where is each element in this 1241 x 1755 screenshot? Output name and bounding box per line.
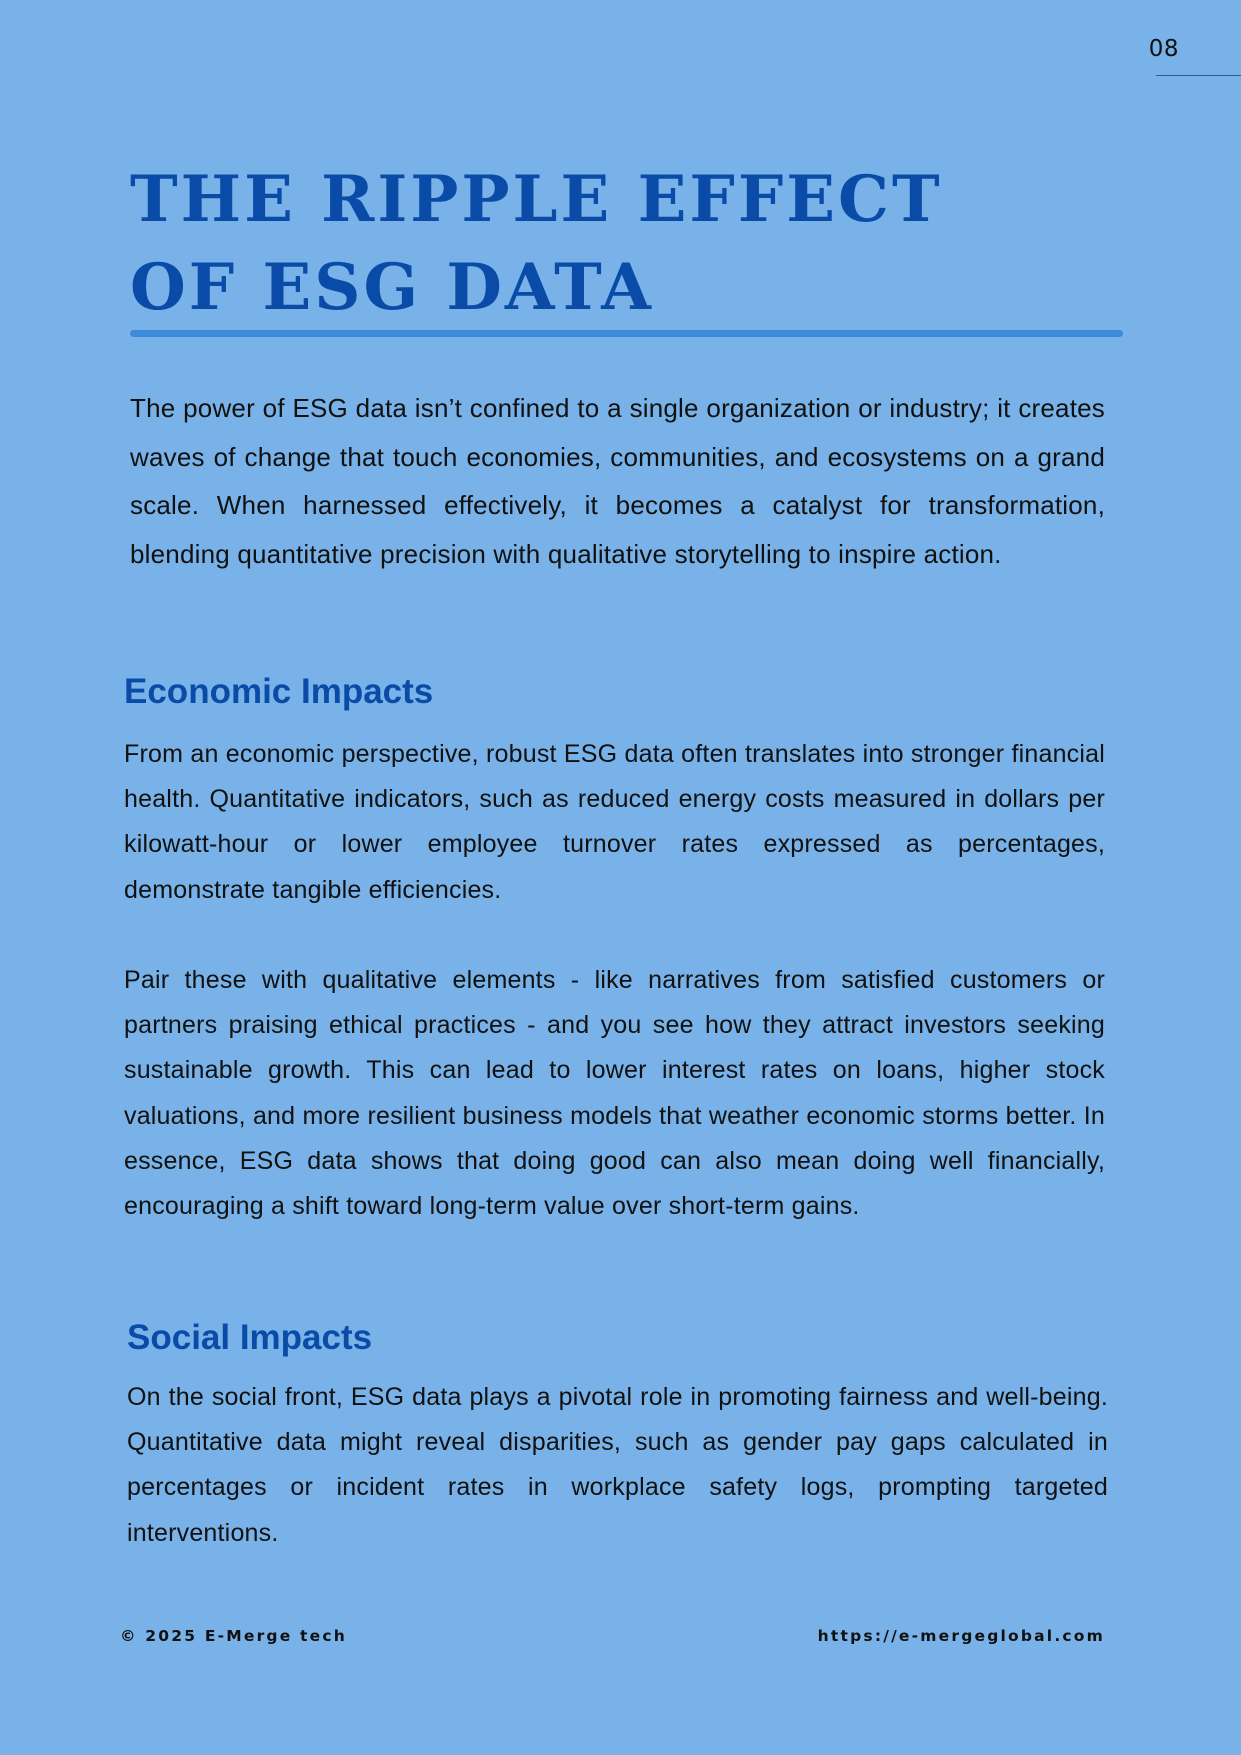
- page-title: [130, 156, 943, 332]
- social-impacts-heading: Social Impacts: [127, 1318, 373, 1357]
- footer-copyright: © 2025 E-Merge tech: [120, 1627, 347, 1645]
- intro-paragraph: The power of ESG data isn’t confined to a single organization or industry; it creates waves of change that touch economies, communities, and ecosystems on a grand scale. When harnessed effectively, it becomes a catalyst for transformation, blending quantitative precision with qualitative storytelling to inspire action.: [130, 393, 1105, 569]
- economic-impacts-heading: Economic Impacts: [124, 672, 434, 711]
- page-title-line-2: OF ESG DATA: [130, 250, 654, 325]
- page-title-line-1: THE RIPPLE EFFECT: [130, 162, 943, 237]
- footer-url: https://e-mergeglobal.com: [817, 1627, 1105, 1645]
- economic-paragraph-2: Pair these with qualitative elements - like narratives from satisfied customers or partners praising ethical practices - and you see how they attract investors seeking sustainable growth. This can lead to lower interest rates on loans, higher stock valuations, and more resilient business models that weather economic storms better. In essence, ESG data shows that doing good can also mean doing well financially, encouraging a shift toward long-term value over short-term gains.: [124, 966, 1105, 1221]
- economic-paragraph-1: From an economic perspective, robust ESG data often translates into stronger financial health. Quantitative indicators, such as reduced energy costs measured in dollars per kilowatt-hour or lower employee turnover rates expressed as percentages, demonstrate tangible efficiencies.: [124, 740, 1105, 904]
- social-paragraph-1: On the social front, ESG data plays a pivotal role in promoting fairness and well-being. Quantitative data might reveal disparities, such as gender pay gaps calculated in percentages or incident rates in workplace safety logs, prompting targeted interventions.: [127, 1383, 1108, 1547]
- page-number: 08: [1148, 36, 1179, 62]
- title-underline: [130, 330, 1123, 337]
- page-number-divider: [1156, 75, 1241, 76]
